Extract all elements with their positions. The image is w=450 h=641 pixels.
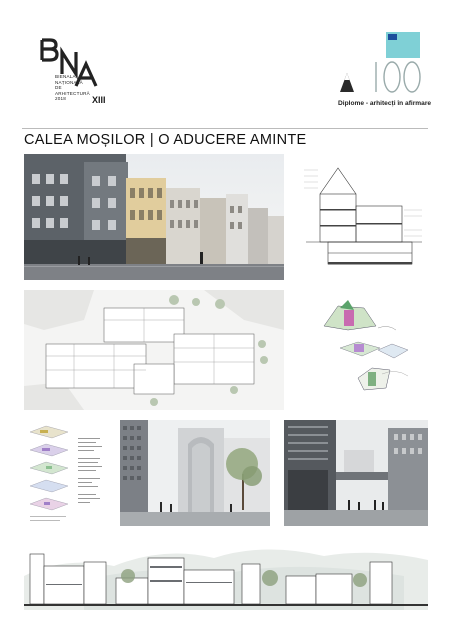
eu-flag-icon xyxy=(388,34,397,40)
bna-line: BIENALA xyxy=(55,74,76,79)
bna-line: DE xyxy=(55,85,62,91)
pencil-icon xyxy=(339,72,355,94)
passage-render xyxy=(284,420,428,526)
bna-line: ARHITECTURĂ xyxy=(55,90,90,96)
concept-sketches xyxy=(318,296,428,406)
header-divider xyxy=(22,128,428,129)
tagline: Diplome - arhitecți în afirmare xyxy=(338,100,432,107)
bna-edition: XIII xyxy=(92,95,106,105)
axonometric-diagrams xyxy=(24,420,116,526)
eu-cultural-heritage-badge xyxy=(386,32,420,58)
100-years-logo xyxy=(356,58,426,98)
bna-line: 2018 xyxy=(55,96,67,102)
street-elevation-drawing xyxy=(24,536,428,610)
page-title: CALEA MOȘILOR | O ADUCERE AMINTE xyxy=(24,132,307,148)
site-plan-drawing xyxy=(24,290,284,410)
bna-line: NAȚIONALĂ xyxy=(55,79,83,85)
courtyard-render xyxy=(120,420,270,526)
street-perspective-render xyxy=(24,154,284,280)
building-section-drawing xyxy=(298,154,428,280)
